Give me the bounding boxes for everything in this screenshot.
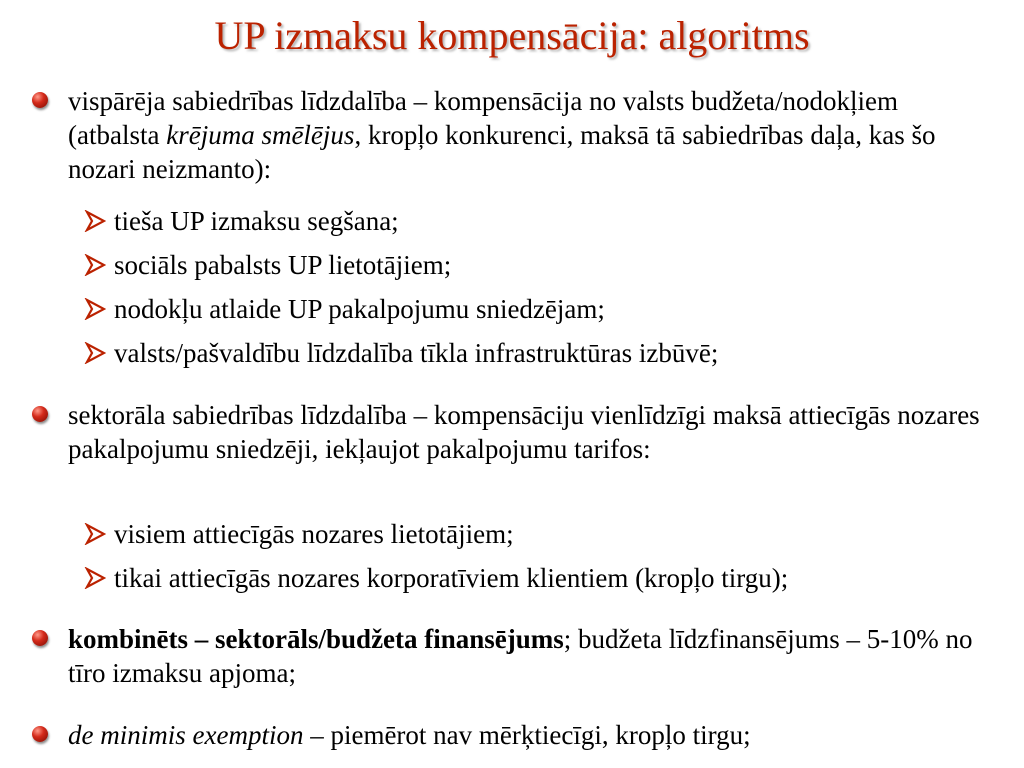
bullet-item-combined [68,622,988,690]
sub-item [114,517,994,551]
arrow-bullet-icon [84,248,110,282]
sub-item-text: nodokļu atlaide UP pakalpojumu sniedzējam; [114,294,605,324]
bullet-text-post: ; budžeta līdzfinansējums – 5-10% no tīro izmaksu apjoma; [68,624,973,688]
red-ball-bullet-icon [32,726,48,742]
sub-item [114,336,994,370]
sub-item-text: visiem attiecīgās nozares lietotājiem; [114,519,514,549]
sub-item [114,204,994,238]
sub-item-text: sociāls pabalsts UP lietotājiem; [114,250,452,280]
sub-item [114,561,994,595]
red-ball-bullet-icon [32,92,48,108]
bullet-text: sektorāla sabiedrības līdzdalība – kompensāciju vienlīdzīgi maksā attiecīgās nozares pakalpojumu sniedzēji, iekļaujot pakalpojumu tarifos: [68,400,980,464]
bullet-text-post: – piemērot nav mērķtiecīgi, kropļo tirgu; [303,720,751,750]
bullet-text-post: , kropļo konkurenci, maksā tā sabiedrības daļa, kas šo nozari neizmanto): [68,120,936,184]
bullet-text-bold: kombinēts – sektorāls/budžeta finansējums [68,624,564,654]
bullet-item-de-minimis [68,718,988,752]
arrow-bullet-icon [84,336,110,370]
bullet-item-sectoral-participation [68,398,988,466]
arrow-bullet-icon [84,292,110,326]
bullet-text-emphasis: de minimis exemption [68,720,304,750]
slide-title: UP izmaksu kompensācija: algoritms [214,13,810,58]
sub-item-text: tieša UP izmaksu segšana; [114,206,399,236]
red-ball-bullet-icon [32,630,48,646]
bullet-text-emphasis: krējuma smēlējus [166,120,355,150]
sub-item [114,292,994,326]
red-ball-bullet-icon [32,406,48,422]
arrow-bullet-icon [84,517,110,551]
arrow-bullet-icon [84,204,110,238]
sub-item-text: tikai attiecīgās nozares korporatīviem klientiem (kropļo tirgu); [114,563,789,593]
sub-item-text: valsts/pašvaldību līdzdalība tīkla infrastruktūras izbūvē; [114,338,719,368]
bullet-item-public-participation [68,84,988,186]
arrow-bullet-icon [84,561,110,595]
sub-item [114,248,994,282]
bullet-text-pre: vispārēja sabiedrības līdzdalība – kompensācija no valsts budžeta/nodokļiem (atbalsta [68,86,899,150]
